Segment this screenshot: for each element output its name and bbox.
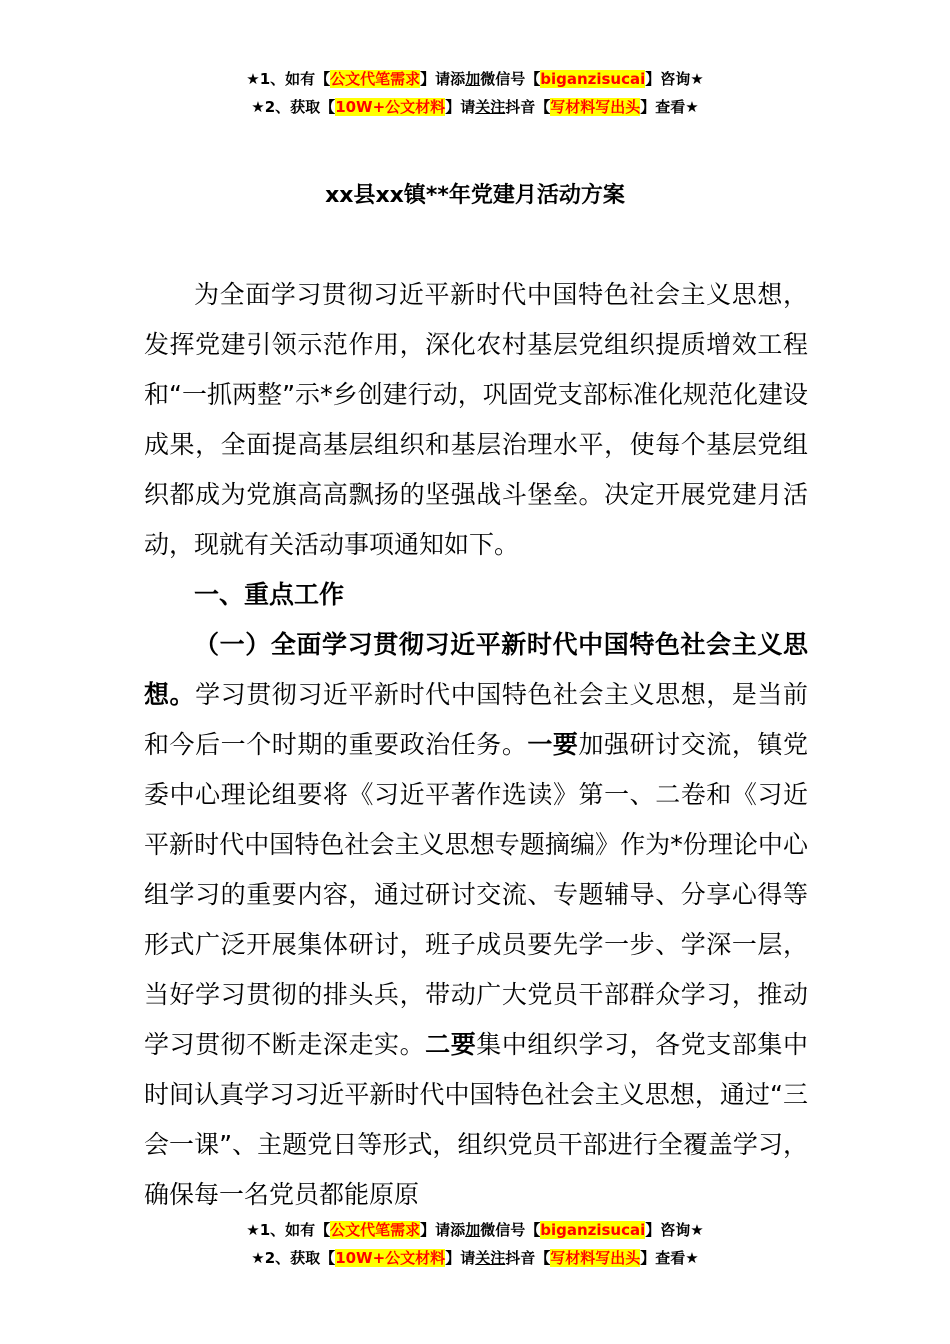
document-body [144, 270, 808, 1220]
wechat-id: biganzisucai [540, 1221, 646, 1239]
highlight-text: 10W+公文材料 [335, 98, 446, 116]
banner-line-1: ★1、如有【公文代笔需求】请添加微信号【biganzisucai】咨询★ [246, 1221, 704, 1239]
section-heading: 一、重点工作 [194, 580, 345, 609]
item-heading: （一）全面学习贯彻习近平新时代中国特色社会主义思想。 [144, 630, 808, 709]
douyin-id: 写材料写出头 [550, 1249, 641, 1267]
footer-banner [0, 1216, 950, 1272]
highlight-text: 公文代笔需求 [330, 70, 421, 88]
intro-paragraph: 为全面学习贯彻习近平新时代中国特色社会主义思想，发挥党建引领示范作用，深化农村基层党组织提质增效工程和“一抓两整”示*乡创建行动，巩固党支部标准化规范化建设成果，全面提高基层组织和基层治理水平，使每个基层党组织都成为党旗高高飘扬的坚强战斗堡垒。决定开展党建月活动，现就有关活动事项通知如下。 [144, 280, 808, 559]
banner-line-2: ★2、获取【10W+公文材料】请关注抖音【写材料写出头】查看★ [251, 98, 699, 116]
highlight-text: 10W+公文材料 [335, 1249, 446, 1267]
banner-line-2: ★2、获取【10W+公文材料】请关注抖音【写材料写出头】查看★ [251, 1249, 699, 1267]
highlight-text: 公文代笔需求 [330, 1221, 421, 1239]
item-paragraph: （一）全面学习贯彻习近平新时代中国特色社会主义思想。学习贯彻习近平新时代中国特色社会主义思想，是当前和今后一个时期的重要政治任务。一要加强研讨交流，镇党委中心理论组要将《习近平著作选读》第一、二卷和《习近平新时代中国特色社会主义思想专题摘编》作为*份理论中心组学习的重要内容，通过研讨交流、专题辅导、分享心得等形式广泛开展集体研讨，班子成员要先学一步、学深一层，当好学习贯彻的排头兵，带动广大党员干部群众学习，推动学习贯彻不断走深走实。二要集中组织学习，各党支部集中时间认真学习习近平新时代中国特色社会主义思想，通过“三会一课”、主题党日等形式，组织党员干部进行全覆盖学习，确保每一名党员都能原原 [144, 630, 808, 1209]
banner-line-1: ★1、如有【公文代笔需求】请添加微信号【biganzisucai】咨询★ [246, 70, 704, 88]
douyin-id: 写材料写出头 [550, 98, 641, 116]
document-title: xx县xx镇**年党建月活动方案 [325, 183, 625, 208]
wechat-id: biganzisucai [540, 70, 646, 88]
header-banner [0, 65, 950, 121]
